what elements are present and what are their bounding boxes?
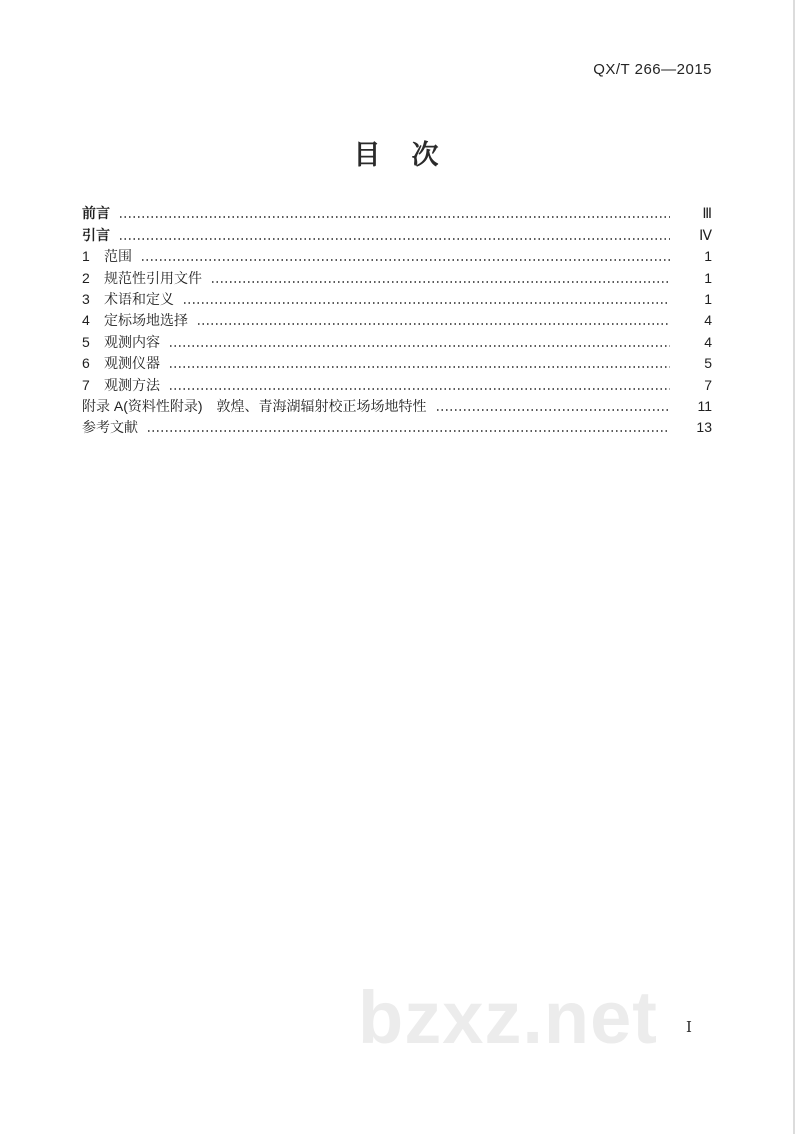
toc-entry-page: 5 [704,355,712,372]
toc-entry-section-2 [82,265,712,286]
toc-entry-page: 7 [704,376,712,393]
dotted-leader [170,345,670,347]
dotted-leader [437,409,670,411]
toc-entry-introduction [82,222,712,243]
toc-entry-page: Ⅳ [699,226,712,243]
dotted-leader [120,238,670,240]
dotted-leader [170,366,670,368]
dotted-leader [184,302,670,304]
toc-entry-number: 5 [82,333,90,350]
toc-entry-label: 参考文献 [82,419,138,436]
toc-entry-page: 13 [696,419,712,436]
toc-entry-number: 4 [82,312,90,329]
dotted-leader [212,281,670,283]
toc-entry-page: 1 [704,290,712,307]
toc-entry-label: 观测方法 [104,376,160,393]
dotted-leader [170,388,670,390]
toc-entry-page: 1 [704,248,712,265]
toc-entry-label: 定标场地选择 [104,312,188,329]
site-watermark: bzxz.net [358,976,658,1059]
toc-entry-number: 1 [82,248,90,265]
toc-entry-label: 观测内容 [104,333,160,350]
toc-entry-page: 1 [704,269,712,286]
toc-entry-page: Ⅲ [702,205,712,222]
dotted-leader [120,216,670,218]
toc-entry-section-4 [82,308,712,329]
toc-entry-page: 11 [697,397,712,414]
dotted-leader [142,259,670,261]
toc-entry-appendix-a [82,394,712,415]
toc-entry-number: 6 [82,355,90,372]
toc-entry-label: 前言 [82,205,110,222]
page-folio-number: Ⅰ [686,1020,692,1036]
toc-entry-number: 7 [82,376,90,393]
table-of-contents [82,201,712,436]
toc-entry-label: 引言 [82,226,110,243]
toc-entry-page: 4 [704,312,712,329]
toc-entry-section-7 [82,372,712,393]
toc-entry-label: 附录 A(资料性附录) 敦煌、青海湖辐射校正场场地特性 [82,397,427,414]
dotted-leader [148,430,670,432]
page-title: 目 次 [353,140,441,170]
standard-code-header: QX/T 266—2015 [593,61,712,78]
toc-entry-references [82,415,712,436]
toc-entry-label: 规范性引用文件 [104,269,202,286]
toc-entry-page: 4 [704,333,712,350]
dotted-leader [198,323,670,325]
toc-entry-label: 范围 [104,248,132,265]
toc-entry-foreword [82,201,712,222]
toc-entry-section-5 [82,329,712,350]
toc-entry-number: 3 [82,290,90,307]
page-scan-edge [793,0,795,1134]
toc-entry-label: 观测仪器 [104,355,160,372]
toc-entry-section-1 [82,244,712,265]
toc-entry-section-6 [82,351,712,372]
toc-entry-label: 术语和定义 [104,290,174,307]
toc-entry-section-3 [82,287,712,308]
toc-entry-number: 2 [82,269,90,286]
